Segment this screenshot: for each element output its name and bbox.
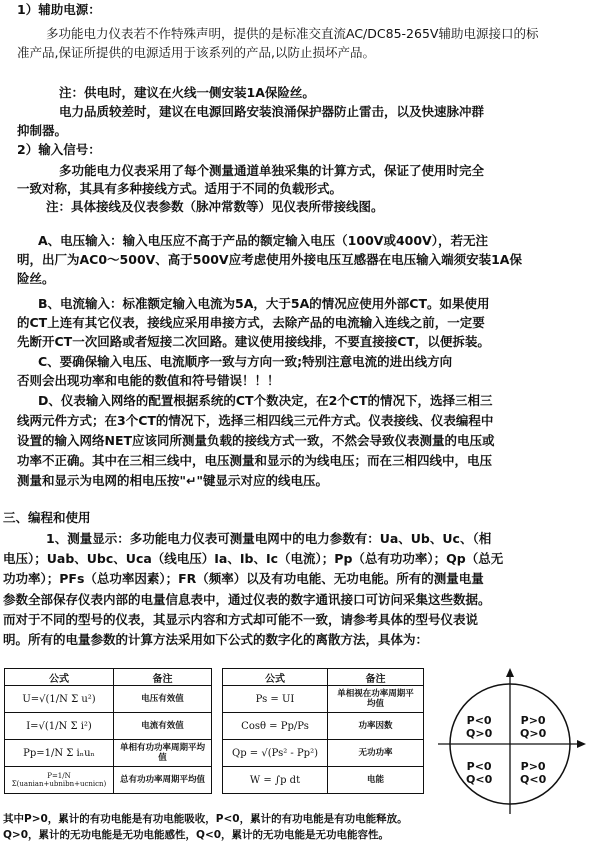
table-row <box>223 686 424 713</box>
formula-cell: U=√(1/N Σ u²) <box>5 686 114 713</box>
formula-cell: Qp = √(Ps² - Pp²) <box>223 740 328 767</box>
paragraph-line: 而对于不同的型号的仪表，其显示内容和方式却可能不一致，请参考具体的型号仪表说 <box>3 612 479 627</box>
arrow-right-icon <box>577 740 586 748</box>
table-row <box>5 686 212 713</box>
formula-cell: W = ∫p dt <box>223 767 328 794</box>
column-header: 公式 <box>223 669 328 686</box>
paragraph-line: 一致对称，其具有多种接线方式。适用于不同的负载形式。 <box>17 181 343 196</box>
paragraph-line: 抑制器。 <box>17 123 68 138</box>
paragraph-line: C、要确保输入电压、电流顺序一致与方向一致;特别注意电流的进出线方向 <box>38 354 453 369</box>
formula-cell: P=1/N Σ(uanian+ubnibn+ucnicn) <box>5 767 114 794</box>
table-row <box>5 713 212 740</box>
arrow-up-icon <box>506 668 514 677</box>
column-header: 备注 <box>328 669 424 686</box>
formula-cell: Cosθ = Pp/Ps <box>223 713 328 740</box>
formula-cell: Ps = UI <box>223 686 328 713</box>
quadrant-bottom-right: P>0 Q<0 <box>520 760 547 786</box>
paragraph-line: 险丝。 <box>17 271 55 286</box>
note-cell: 总有功功率周期平均值 <box>114 767 212 794</box>
paragraph-line: 测量和显示为电网的相电压按"↵"键显示对应的线电压。 <box>17 473 328 488</box>
paragraph-line: 的CT上连有其它仪表，接线应采用串接方式，去除产品的电流输入连线之前，一定要 <box>17 315 485 330</box>
note-fuse: 注：供电时，建议在火线一侧安装1A保险丝。 <box>59 85 315 100</box>
paragraph-line: B、电流输入：标准额定输入电流为5A，大于5A的情况应使用外部CT。如果使用 <box>38 296 490 311</box>
paragraph-line: 明。所有的电量参数的计算方法采用如下公式的数字化的离散方法，具体为： <box>3 632 429 647</box>
note-cell: 电能 <box>328 767 424 794</box>
paragraph-line: D、仪表输入网络的配置根据系统的CT个数决定，在2个CT的情况下，选择三相三 <box>38 393 493 408</box>
paragraph-line: 多功能电力仪表采用了每个测量通道单独采集的计算方式，保证了使用时完全 <box>59 163 485 178</box>
paragraph-line: 线两元件方式；在3个CT的情况下，选择三相四线三元件方式。仪表接线、仪表编程中 <box>17 413 494 428</box>
paragraph-line: 1、测量显示：多功能电力仪表可测量电网中的电力参数有：Ua、Ub、Uc、（相 <box>46 531 492 546</box>
paragraph-line: 电力品质较差时，建议在电源回路安装浪涌保护器防止雷击，以及快速脉冲群 <box>59 104 485 119</box>
formula-table-right <box>222 668 424 794</box>
paragraph-line: 准产品,保证所提供的电源适用于该系列的产品,以防止损坏产品。 <box>17 45 375 60</box>
paragraph-line: 否则会出现功率和电能的数值和符号错误！！！ <box>17 373 280 388</box>
paragraph-line: 功功率）；PFs（总功率因素）；FR（频率）以及有功电能、无功电能。所有的测量电量 <box>3 571 484 586</box>
table-row <box>223 740 424 767</box>
note-cell: 单相视在功率周期平均值 <box>328 686 424 713</box>
paragraph-line: 多功能电力仪表若不作特殊声明，提供的是标准交直流AC/DC85-265V辅助电源接口的标 <box>46 26 539 41</box>
note-wiring: 注：具体接线及仪表参数（脉冲常数等）见仪表所带接线图。 <box>46 199 384 214</box>
table-row <box>223 767 424 794</box>
section-heading-programming: 三、编程和使用 <box>3 510 91 525</box>
note-cell: 单相有功功率周期平均值 <box>114 740 212 767</box>
section-heading-input-signal: 2）输入信号： <box>17 142 101 157</box>
note-cell: 功率因数 <box>328 713 424 740</box>
table-row <box>223 713 424 740</box>
column-header: 公式 <box>5 669 114 686</box>
paragraph-line: 功率不正确。其中在三相三线中，电压测量和显示的为线电压；而在三相四线中，电压 <box>17 453 493 468</box>
paragraph-line: 明，出厂为AC0～500V、高于500V应考虑使用外接电压互感器在电压输入端须安装1A保 <box>17 252 522 267</box>
formula-table-left <box>4 668 212 794</box>
table-row <box>5 767 212 794</box>
column-header: 备注 <box>114 669 212 686</box>
note-cell: 电压有效值 <box>114 686 212 713</box>
formula-cell: I=√(1/N Σ i²) <box>5 713 114 740</box>
table-row <box>5 740 212 767</box>
paragraph-line: 先断开CT一次回路或者短接二次回路。建议使用接线排，不要直接接CT，以便拆装。 <box>17 334 490 349</box>
formula-cell: Pp=1/N Σ iₙuₙ <box>5 740 114 767</box>
paragraph-line: 设置的输入网络NET应该同所测量负载的接线方式一致，不然会导致仪表测量的电压或 <box>17 433 495 448</box>
paragraph-line: 参数全部保存仪表内部的电量信息表中，通过仪表的数字通讯接口可访问采集这些数据。 <box>3 592 491 607</box>
paragraph-line: A、电压输入：输入电压应不高于产品的额定输入电压（100V或400V），若无注 <box>38 233 488 248</box>
section-heading-aux-power: 1）辅助电源： <box>17 2 101 17</box>
note-cell: 电流有效值 <box>114 713 212 740</box>
paragraph-line: 电压）；Uab、Ubc、Uca（线电压）Ia、Ib、Ic（电流）；Pp（总有功功率）；Qp（总无 <box>3 551 504 566</box>
quadrant-top-left: P<0 Q>0 <box>466 714 493 740</box>
footer-line: 其中P>0，累计的有功电能是有功电能吸收，P<0，累计的有功电能是有功电能释放。 <box>3 813 408 825</box>
quadrant-bottom-left: P<0 Q<0 <box>466 760 493 786</box>
pq-quadrant-diagram <box>430 668 590 816</box>
note-cell: 无功功率 <box>328 740 424 767</box>
quadrant-top-right: P>0 Q>0 <box>520 714 547 740</box>
footer-line: Q>0，累计的无功电能是无功电能感性，Q<0，累计的无功电能是无功电能容性。 <box>3 829 390 841</box>
